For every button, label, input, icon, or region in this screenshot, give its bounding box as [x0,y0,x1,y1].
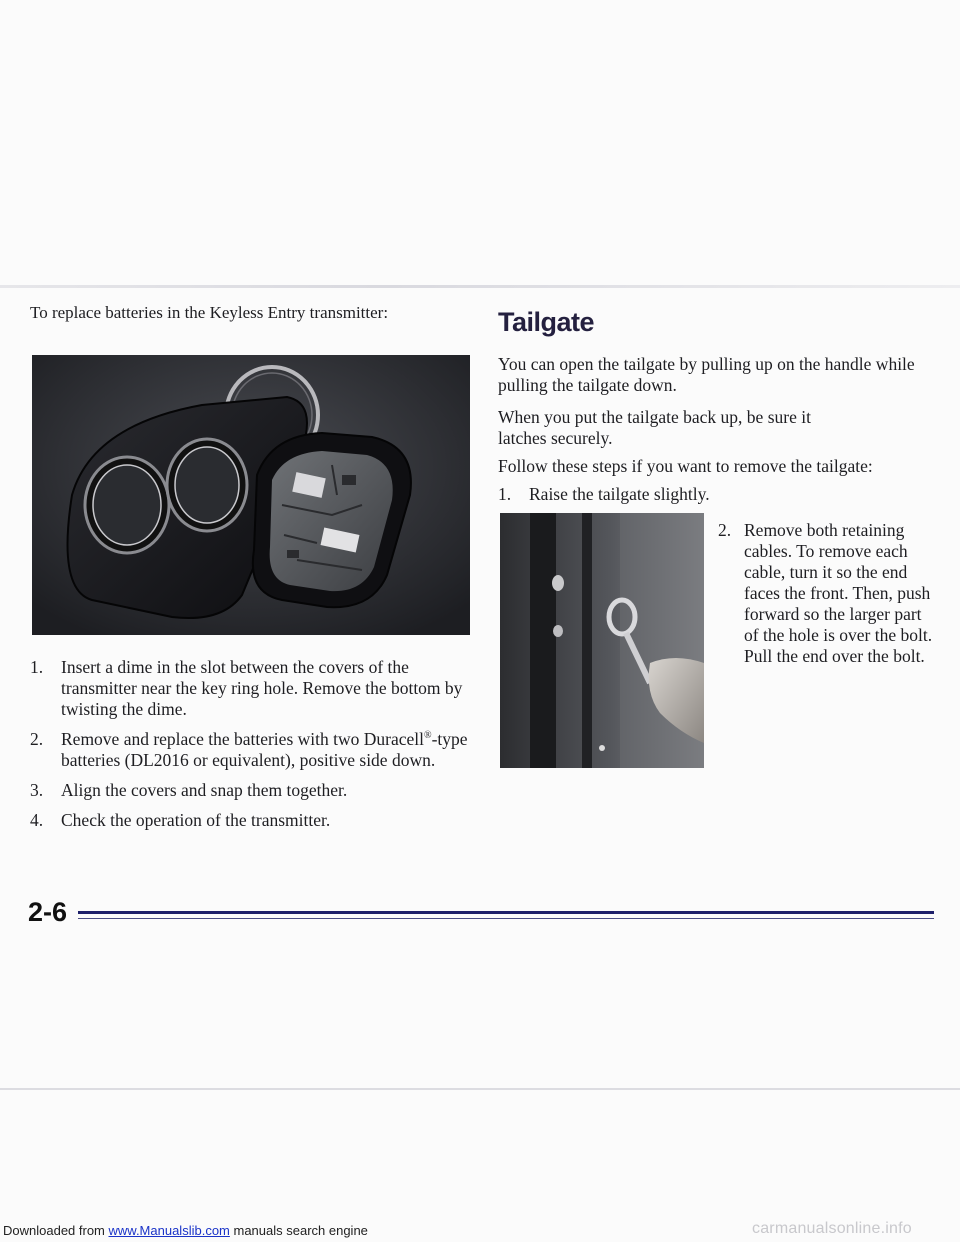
registered-mark: ® [423,730,432,742]
battery-steps [30,657,470,840]
battery-intro: To replace batteries in the Keyless Entry transmitter: [30,303,389,322]
keyless-entry-transmitter-photo [32,355,470,635]
page-number: 2-6 [28,897,68,927]
tailgate-paragraph-close: When you put the tailgate back up, be sure it latches securely. [498,407,811,448]
battery-step-1: 1. Insert a dime in the slot between the covers of the transmitter near the key ring hole. Remove the bottom by twisting the dime. [30,657,463,719]
manualslib-link[interactable]: www.Manualslib.com [108,1223,230,1238]
page-edge-bottom [0,1088,960,1090]
tailgate-paragraph-open: You can open the tailgate by pulling up on the handle while pulling the tailgate down. [498,354,915,395]
page-edge-top [0,285,960,288]
battery-step-4: 4. Check the operation of the transmitter. [30,810,331,830]
tailgate-step-1: 1. Raise the tailgate slightly. [498,484,710,504]
tailgate-step-2: 2. Remove both retaining cables. To remove each cable, turn it so the end faces the front. Then, push forward so the larger part of the hole is over the bolt. Pull the end over the bolt. [718,520,933,666]
tailgate-cable-photo [500,513,704,768]
download-watermark: Downloaded from www.Manualslib.com manuals search engine [3,1223,368,1238]
site-watermark: carmanualsonline.info [752,1220,912,1237]
tailgate-paragraph-remove: Follow these steps if you want to remove the tailgate: [498,456,873,476]
battery-step-2: 2. Remove and replace the batteries with two Duracell®-type batteries (DL2016 or equivalent), positive side down. [30,729,468,770]
battery-step-3: 3. Align the covers and snap them together. [30,780,348,800]
section-heading-tailgate: Tailgate [498,307,595,337]
footer-rule-thin [78,918,934,919]
footer-rule [78,911,934,914]
